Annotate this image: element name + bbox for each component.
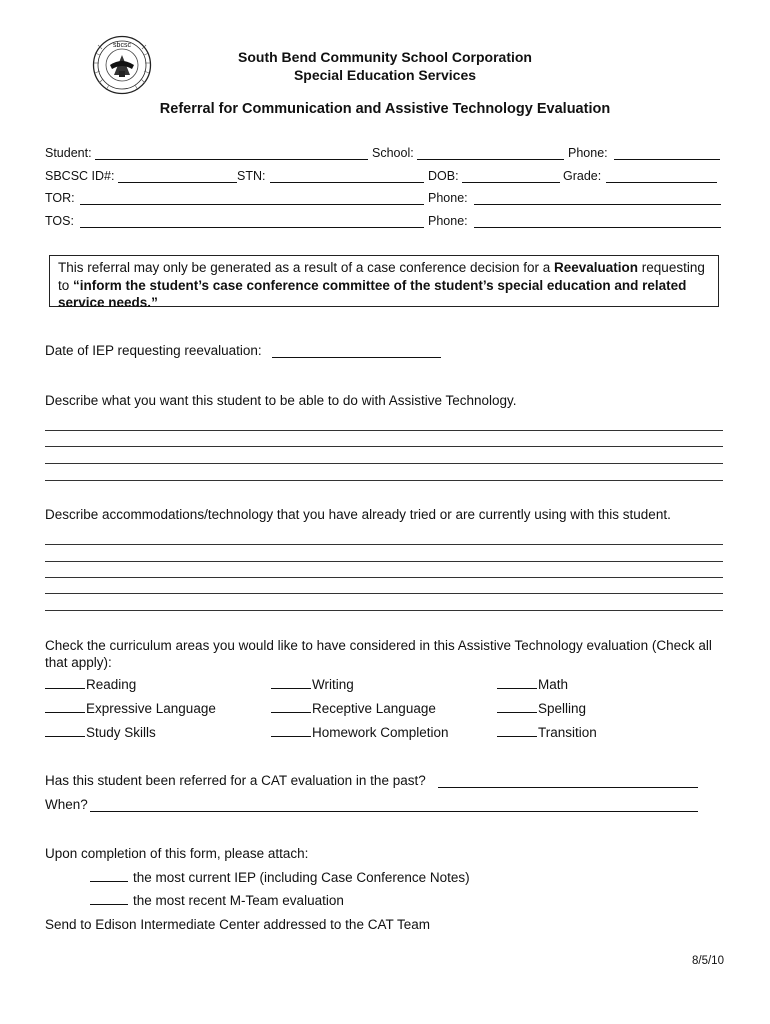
answer-line[interactable] (45, 593, 723, 594)
notice-bold-1: Reevaluation (554, 260, 639, 275)
answer-line[interactable] (45, 561, 723, 562)
send-instructions: Send to Edison Intermediate Center addressed to the CAT Team (45, 917, 430, 932)
answer-line[interactable] (45, 610, 723, 611)
describe-tried-label: Describe accommodations/technology that you have already tried or are currently using with this student. (45, 507, 671, 522)
attach-item-iep-label: the most current IEP (including Case Conference Notes) (133, 870, 470, 885)
describe-want-label: Describe what you want this student to be able to do with Assistive Technology. (45, 393, 517, 408)
phone-label-1: Phone: (568, 146, 608, 160)
attach-item-iep[interactable] (90, 870, 470, 885)
check-math[interactable] (497, 677, 568, 692)
grade-label: Grade: (563, 169, 602, 183)
receptive-language-label: Receptive Language (312, 701, 436, 716)
when-field[interactable] (90, 811, 698, 812)
student-field[interactable] (95, 159, 368, 160)
phone-field-1[interactable] (614, 159, 720, 160)
phone-field-3[interactable] (474, 227, 721, 228)
attach-prompt: Upon completion of this form, please attach: (45, 846, 309, 861)
notice-bold-2: “inform the student’s case conference committee of the student’s special education and related service needs.” (58, 277, 687, 310)
check-spelling[interactable] (497, 701, 586, 716)
check-study-skills[interactable] (45, 725, 156, 740)
iep-date-field[interactable] (272, 357, 441, 358)
answer-line[interactable] (45, 577, 723, 578)
referred-past-field[interactable] (438, 787, 698, 788)
stn-label: STN: (237, 169, 266, 183)
homework-completion-label: Homework Completion (312, 725, 449, 740)
check-transition[interactable] (497, 725, 597, 740)
school-seal-logo (92, 35, 152, 95)
iep-date-label: Date of IEP requesting reevaluation: (45, 343, 262, 358)
check-receptive-language[interactable] (271, 701, 436, 716)
attach-item-mteam[interactable] (90, 893, 344, 908)
check-reading[interactable] (45, 677, 136, 692)
referred-past-label: Has this student been referred for a CAT evaluation in the past? (45, 773, 426, 788)
answer-line[interactable] (45, 463, 723, 464)
math-label: Math (538, 677, 569, 692)
tos-field[interactable] (80, 227, 424, 228)
answer-line[interactable] (45, 430, 723, 431)
dept-name: Special Education Services (293, 67, 477, 83)
writing-label: Writing (312, 677, 354, 692)
tor-field[interactable] (80, 204, 424, 205)
phone-label-2: Phone: (428, 191, 468, 205)
student-label: Student: (45, 146, 92, 160)
reading-label: Reading (86, 677, 137, 692)
check-writing[interactable] (271, 677, 354, 692)
when-label: When? (45, 797, 88, 812)
answer-line[interactable] (45, 480, 723, 481)
sbcsc-id-label: SBCSC ID#: (45, 169, 115, 183)
tos-label: TOS: (45, 214, 74, 228)
answer-line[interactable] (45, 446, 723, 447)
school-label: School: (372, 146, 414, 160)
attach-item-mteam-label: the most recent M-Team evaluation (133, 893, 344, 908)
form-revision-date: 8/5/10 (692, 955, 724, 967)
check-homework-completion[interactable] (271, 725, 449, 740)
phone-label-3: Phone: (428, 214, 468, 228)
referral-notice-box (49, 255, 719, 310)
curriculum-prompt: Check the curriculum areas you would like to have considered in this Assistive Technology evaluation (Check all that apply): (45, 638, 712, 670)
grade-field[interactable] (606, 182, 717, 183)
tor-label: TOR: (45, 191, 75, 205)
spelling-label: Spelling (538, 701, 587, 716)
check-expressive-language[interactable] (45, 701, 216, 716)
answer-line[interactable] (45, 544, 723, 545)
school-field[interactable] (417, 159, 564, 160)
phone-field-2[interactable] (474, 204, 721, 205)
form-title: Referral for Communication and Assistive Technology Evaluation (159, 101, 611, 117)
dob-field[interactable] (462, 182, 560, 183)
expressive-language-label: Expressive Language (86, 701, 216, 716)
notice-text-1: This referral may only be generated as a result of a case conference decision for a (58, 260, 555, 275)
stn-field[interactable] (270, 182, 424, 183)
svg-text:sbcsc: sbcsc (113, 42, 131, 49)
notice-text-2: requesting to (58, 260, 705, 293)
org-name: South Bend Community School Corporation (238, 49, 532, 65)
sbcsc-id-field[interactable] (118, 182, 237, 183)
dob-label: DOB: (428, 169, 459, 183)
study-skills-label: Study Skills (86, 725, 156, 740)
transition-label: Transition (538, 725, 597, 740)
